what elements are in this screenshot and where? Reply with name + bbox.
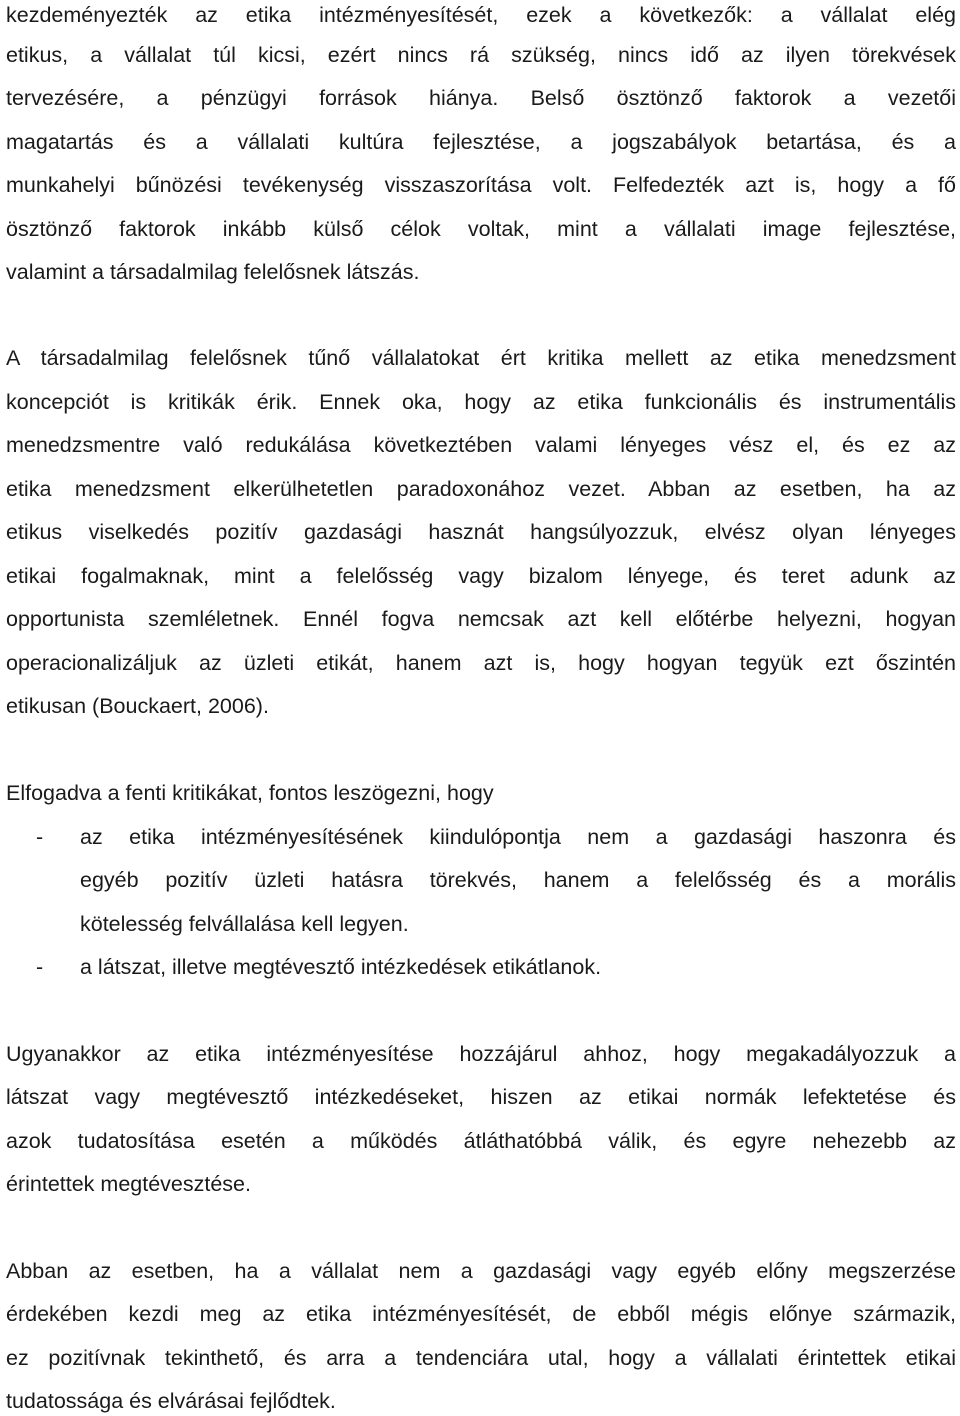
paragraph-1-line-7: valamint a társadalmilag felelősnek látszás. bbox=[6, 260, 420, 284]
paragraph-4-line-1: Ugyanakkor az etika intézményesítése hozzájárul ahhoz, hogy megakadályozzuk a bbox=[6, 1042, 956, 1066]
paragraph-2-line-2: koncepciót is kritikák érik. Ennek oka, hogy az etika funkcionális és instrumentális bbox=[6, 390, 956, 414]
paragraph-2-line-9: etikusan (Bouckaert, 2006). bbox=[6, 694, 269, 718]
paragraph-2-line-1: A társadalmilag felelősnek tűnő vállalatokat ért kritika mellett az etika menedzsment bbox=[6, 346, 956, 370]
bullet-1-line-2: egyéb pozitív üzleti hatásra törekvés, hanem a felelősség és a morális bbox=[80, 868, 956, 892]
paragraph-5-line-2: érdekében kezdi meg az etika intézményesítését, de ebből mégis előnye származik, bbox=[6, 1302, 956, 1326]
paragraph-3-intro: Elfogadva a fenti kritikákat, fontos leszögezni, hogy bbox=[6, 781, 494, 805]
paragraph-4-line-4: érintettek megtévesztése. bbox=[6, 1172, 251, 1196]
paragraph-1-line-3: tervezésére, a pénzügyi források hiánya. Belső ösztönző faktorok a vezetői bbox=[6, 86, 956, 110]
paragraph-2-line-4: etika menedzsment elkerülhetetlen paradoxonához vezet. Abban az esetben, ha az bbox=[6, 477, 956, 501]
paragraph-4-line-3: azok tudatosítása esetén a működés átláthatóbbá válik, és egyre nehezebb az bbox=[6, 1129, 956, 1153]
paragraph-4-line-2: látszat vagy megtévesztő intézkedéseket, hiszen az etikai normák lefektetése és bbox=[6, 1085, 956, 1109]
paragraph-5-line-4: tudatossága és elvárásai fejlődtek. bbox=[6, 1389, 336, 1413]
paragraph-5-line-3: ez pozitívnak tekinthető, és arra a tendenciára utal, hogy a vállalati érintettek etikai bbox=[6, 1346, 956, 1370]
bullet-2-line-1: a látszat, illetve megtévesztő intézkedések etikátlanok. bbox=[80, 955, 602, 979]
paragraph-1-line-6: ösztönző faktorok inkább külső célok voltak, mint a vállalati image fejlesztése, bbox=[6, 217, 956, 241]
paragraph-2-line-6: etikai fogalmaknak, mint a felelősség vagy bizalom lényege, és teret adunk az bbox=[6, 564, 956, 588]
bullet-dash: - bbox=[36, 955, 44, 979]
paragraph-1-line-2: etikus, a vállalat túl kicsi, ezért nincs rá szükség, nincs idő az ilyen törekvések bbox=[6, 43, 956, 67]
paragraph-5-line-1: Abban az esetben, ha a vállalat nem a gazdasági vagy egyéb előny megszerzése bbox=[6, 1259, 956, 1283]
paragraph-2-line-8: operacionalizáljuk az üzleti etikát, hanem azt is, hogy hogyan tegyük ezt őszintén bbox=[6, 651, 956, 675]
paragraph-2-line-7: opportunista szemléletnek. Ennél fogva nemcsak azt kell előtérbe helyezni, hogyan bbox=[6, 607, 956, 631]
bullet-1-line-3: kötelesség felvállalása kell legyen. bbox=[80, 912, 409, 936]
paragraph-1-line-1: kezdeményezték az etika intézményesítését, ezek a következők: a vállalat elég bbox=[6, 3, 956, 27]
bullet-1-line-1: az etika intézményesítésének kiindulópontja nem a gazdasági haszonra és bbox=[80, 825, 956, 849]
paragraph-2-line-5: etikus viselkedés pozitív gazdasági hasznát hangsúlyozzuk, elvész olyan lényeges bbox=[6, 520, 956, 544]
paragraph-1-line-4: magatartás és a vállalati kultúra fejlesztése, a jogszabályok betartása, és a bbox=[6, 130, 956, 154]
paragraph-1-line-5: munkahelyi bűnözési tevékenység visszaszorítása volt. Felfedezték azt is, hogy a fő bbox=[6, 173, 956, 197]
bullet-dash: - bbox=[36, 825, 44, 849]
paragraph-2-line-3: menedzsmentre való redukálása következtében valami lényeges vész el, és ez az bbox=[6, 433, 956, 457]
